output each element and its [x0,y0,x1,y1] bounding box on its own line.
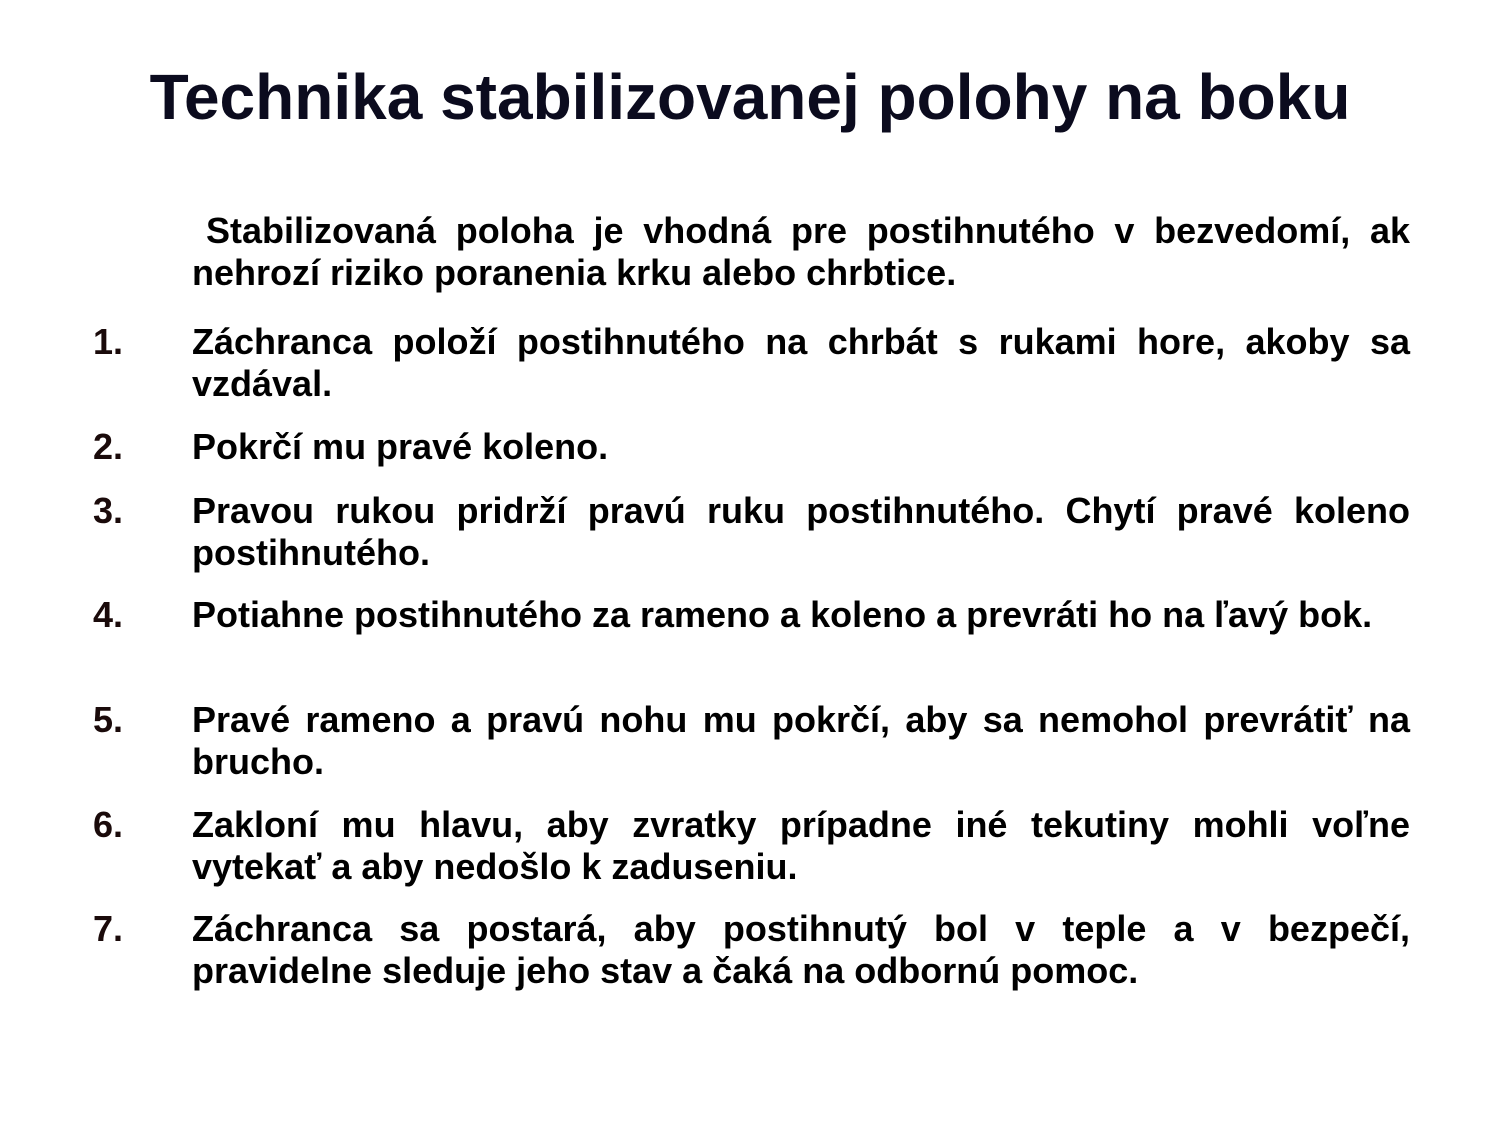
step-number: 1. [93,321,124,362]
slide-title: Technika stabilizovanej polohy na boku [149,61,1351,133]
step-number: 7. [93,908,124,949]
step-text: Pokrčí mu pravé koleno. [192,426,609,467]
step-number: 6. [93,804,124,845]
step-number: 2. [93,426,124,467]
step-text: Zakloní mu hlavu, aby zvratky prípadne iné tekutiny mohli voľne vytekať a aby nedošlo k zaduseniu. [192,804,1410,887]
step-number: 5. [93,699,124,740]
step-text: Záchranca sa postará, aby postihnutý bol v teple a v bezpečí, pravidelne sleduje jeho stav a čaká na odbornú pomoc. [192,908,1410,991]
step-text: Záchranca položí postihnutého na chrbát s rukami hore, akoby sa vzdával. [192,321,1410,404]
step-number: 4. [93,594,124,635]
step-text: Pravou rukou pridrží pravú ruku postihnutého. Chytí pravé koleno postihnutého. [192,490,1410,573]
intro-paragraph: Stabilizovaná poloha je vhodná pre postihnutého v bezvedomí, ak nehrozí riziko poranenia krku alebo chrbtice. [192,210,1410,293]
step-text: Pravé rameno a pravú nohu mu pokrčí, aby sa nemohol prevrátiť na brucho. [192,699,1410,782]
step-text: Potiahne postihnutého za rameno a koleno a prevráti ho na ľavý bok. [192,594,1373,635]
step-number: 3. [93,490,124,531]
